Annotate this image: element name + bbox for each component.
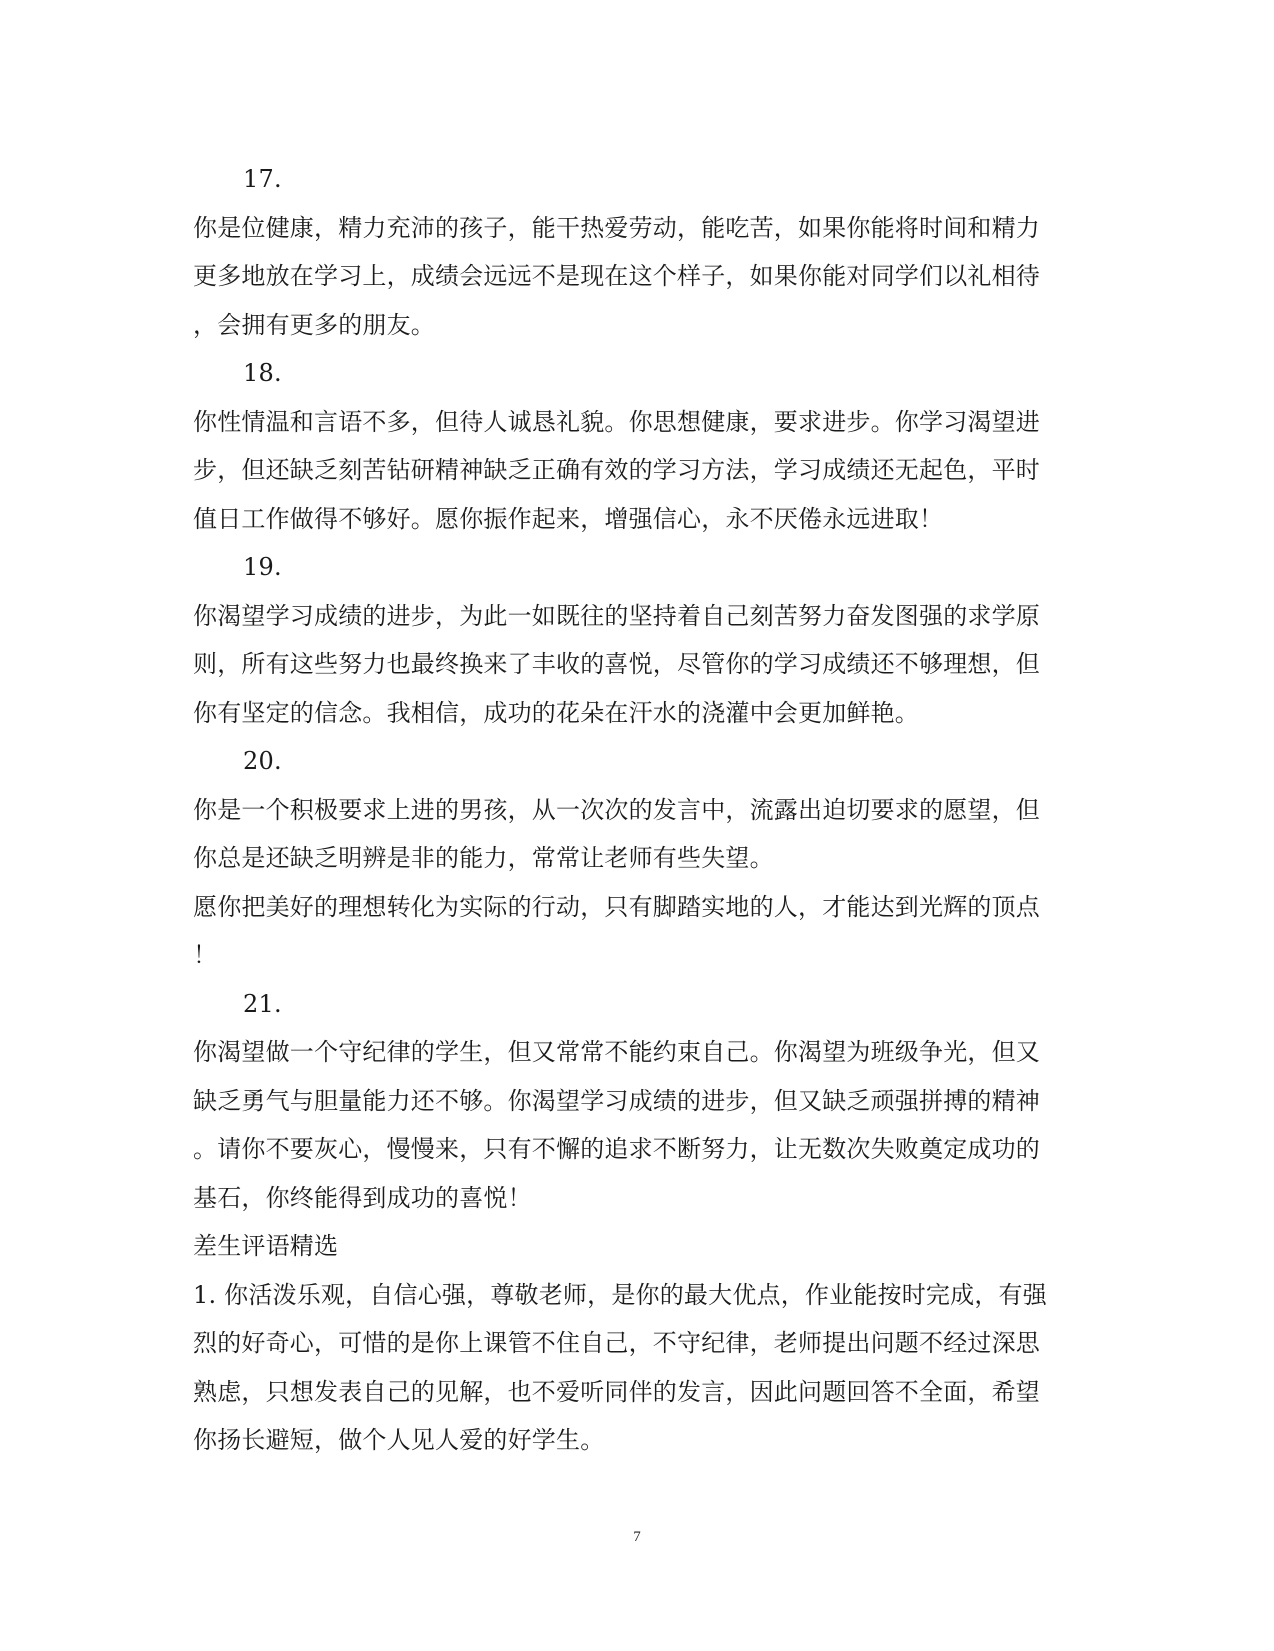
text-line: ，会拥有更多的朋友。 xyxy=(193,310,435,339)
page-number: 7 xyxy=(633,1529,641,1545)
text-line: 熟虑，只想发表自己的见解，也不爱听同伴的发言，因此问题回答不全面，希望 xyxy=(193,1377,1040,1406)
comment-number: 21. xyxy=(243,989,282,1018)
text-line: 你性情温和言语不多，但待人诚恳礼貌。你思想健康，要求进步。你学习渴望进 xyxy=(193,407,1040,436)
text-line: 你有坚定的信念。我相信，成功的花朵在汗水的浇灌中会更加鲜艳。 xyxy=(193,698,919,727)
text-line: 步，但还缺乏刻苦钻研精神缺乏正确有效的学习方法，学习成绩还无起色，平时 xyxy=(193,456,1040,484)
text-line: 差生评语精选 xyxy=(193,1232,339,1260)
text-line: 缺乏勇气与胆量能力还不够。你渴望学习成绩的进步，但又缺乏顽强拼搏的精神 xyxy=(193,1086,1040,1115)
text-line: 则，所有这些努力也最终换来了丰收的喜悦，尽管你的学习成绩还不够理想，但 xyxy=(193,650,1040,678)
document-body xyxy=(193,155,1073,1465)
comment-number: 19. xyxy=(243,553,282,581)
text-line: 愿你把美好的理想转化为实际的行动，只有脚踏实地的人，才能达到光辉的顶点 xyxy=(193,892,1040,921)
text-line: 。请你不要灰心，慢慢来，只有不懈的追求不断努力，让无数次失败奠定成功的 xyxy=(193,1135,1040,1163)
text-line: 你是一个积极要求上进的男孩，从一次次的发言中，流露出迫切要求的愿望，但 xyxy=(193,795,1040,824)
text-line: 你渴望做一个守纪律的学生，但又常常不能约束自己。你渴望为班级争光，但又 xyxy=(193,1038,1040,1066)
text-line: 烈的好奇心，可惜的是你上课管不住自己，不守纪律，老师提出问题不经过深思 xyxy=(193,1329,1040,1357)
text-line: 值日工作做得不够好。愿你振作起来，增强信心，永不厌倦永远进取！ xyxy=(193,504,944,533)
text-line: 你渴望学习成绩的进步，为此一如既往的坚持着自己刻苦努力奋发图强的求学原 xyxy=(193,601,1040,630)
comment-number: 18. xyxy=(243,359,282,387)
text-line: 更多地放在学习上，成绩会远远不是现在这个样子，如果你能对同学们以礼相待 xyxy=(193,262,1040,290)
text-line: 你总是还缺乏明辨是非的能力，常常让老师有些失望。 xyxy=(193,844,774,872)
comment-number: 17. xyxy=(243,165,282,193)
text-line: 基石，你终能得到成功的喜悦！ xyxy=(193,1183,532,1212)
text-line: ！ xyxy=(193,941,218,969)
comment-number: 20. xyxy=(243,747,282,775)
text-line: 你是位健康，精力充沛的孩子，能干热爱劳动，能吃苦，如果你能将时间和精力 xyxy=(193,213,1040,242)
text-line: 1. 你活泼乐观，自信心强，尊敬老师，是你的最大优点，作业能按时完成，有强 xyxy=(193,1280,1047,1309)
text-line: 你扬长避短，做个人见人爱的好学生。 xyxy=(193,1426,605,1454)
